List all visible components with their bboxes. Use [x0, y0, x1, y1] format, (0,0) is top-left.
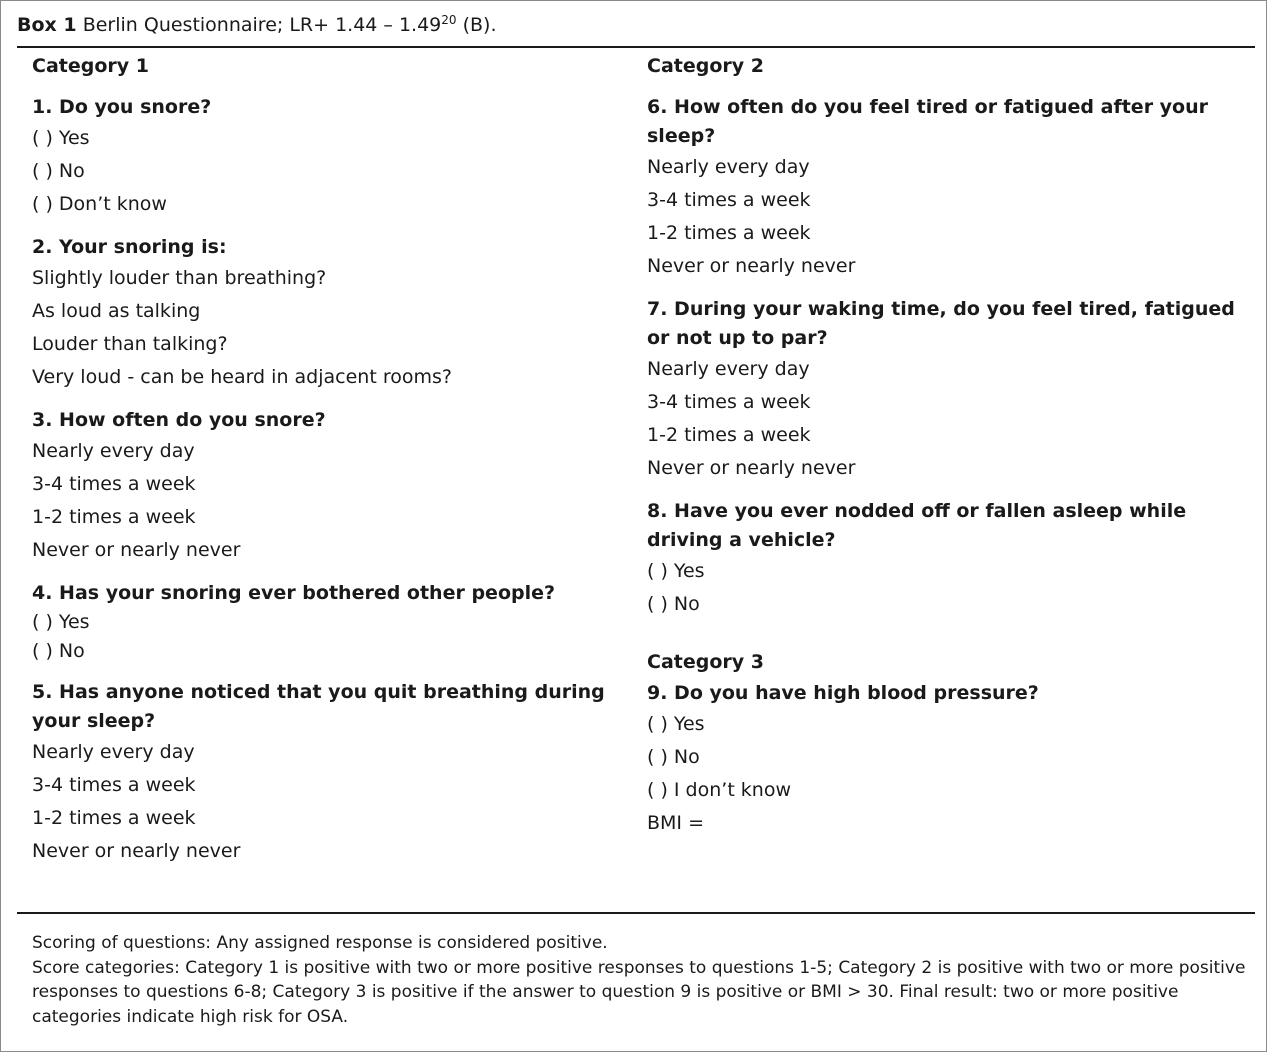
option-item: ( ) No	[32, 640, 85, 662]
option-item: 1-2 times a week	[647, 424, 811, 446]
question-6	[647, 93, 1247, 283]
option-item: ( ) No	[647, 746, 700, 768]
question-8	[647, 497, 1247, 621]
question-title: 6. How often do you feel tired or fatigued after your sleep?	[647, 96, 1209, 147]
box-caption	[17, 12, 497, 38]
option-item: Nearly every day	[32, 440, 195, 462]
question-9	[647, 679, 1247, 840]
reference-superscript: 20	[441, 13, 457, 27]
question-title: 1. Do you snore?	[32, 96, 212, 118]
evidence-grade: (B).	[456, 14, 497, 36]
question-4	[32, 579, 632, 666]
question-title: 8. Have you ever nodded off or fallen asleep while driving a vehicle?	[647, 500, 1187, 551]
box-title: Berlin Questionnaire; LR+ 1.44 – 1.49	[82, 14, 442, 36]
question-5	[32, 678, 632, 868]
question-title: 5. Has anyone noticed that you quit breathing during your sleep?	[32, 681, 605, 732]
option-item: As loud as talking	[32, 300, 201, 322]
option-item: 3-4 times a week	[647, 391, 811, 413]
scoring-note: Scoring of questions: Any assigned response is considered positive.	[32, 933, 608, 953]
question-title: 3. How often do you snore?	[32, 409, 326, 431]
option-item: Never or nearly never	[32, 539, 241, 561]
option-item: Louder than talking?	[32, 333, 228, 355]
question-title: 9. Do you have high blood pressure?	[647, 682, 1039, 704]
question-7	[647, 295, 1247, 485]
category-1-heading: Category 1	[32, 55, 149, 77]
option-item: Nearly every day	[32, 741, 195, 763]
option-item: 1-2 times a week	[647, 222, 811, 244]
option-item: ( ) Don’t know	[32, 193, 167, 215]
option-item: Never or nearly never	[647, 457, 856, 479]
option-item: ( ) Yes	[32, 127, 90, 149]
option-item: ( ) No	[32, 160, 85, 182]
option-item: 1-2 times a week	[32, 807, 196, 829]
category-2-heading: Category 2	[647, 55, 764, 77]
question-3	[32, 406, 632, 567]
question-title: 7. During your waking time, do you feel tired, fatigued or not up to par?	[647, 298, 1235, 349]
option-item: ( ) Yes	[647, 713, 705, 735]
question-2	[32, 233, 632, 394]
option-item: Nearly every day	[647, 358, 810, 380]
question-title: 2. Your snoring is:	[32, 236, 227, 258]
bottom-divider	[17, 912, 1255, 914]
option-item: Never or nearly never	[647, 255, 856, 277]
option-item: Slightly louder than breathing?	[32, 267, 327, 289]
option-item: 3-4 times a week	[32, 473, 196, 495]
bmi-field: BMI =	[647, 812, 704, 834]
option-item: Nearly every day	[647, 156, 810, 178]
category-1-column	[32, 51, 632, 868]
option-item: 3-4 times a week	[32, 774, 196, 796]
scoring-notes	[32, 931, 1257, 1029]
option-item: Never or nearly never	[32, 840, 241, 862]
category-2-3-column	[647, 51, 1247, 840]
option-item: Very loud - can be heard in adjacent rooms?	[32, 366, 452, 388]
category-3-heading: Category 3	[647, 651, 764, 673]
option-item: ( ) Yes	[647, 560, 705, 582]
box-label: Box 1	[17, 14, 77, 36]
question-title: 4. Has your snoring ever bothered other people?	[32, 582, 556, 604]
option-item: 1-2 times a week	[32, 506, 196, 528]
question-1	[32, 93, 632, 221]
option-item: ( ) Yes	[32, 611, 90, 633]
score-categories-note: Score categories: Category 1 is positive with two or more positive responses to questions 1-5; Category 2 is positive with two or more positive responses to questions 6-8; Category 3 is positive if the answer to question 9 is positive or BMI > 30. Final result: two or more positive categories indicate high risk for OSA.	[32, 957, 1246, 1027]
top-divider	[17, 46, 1255, 48]
option-item: ( ) No	[647, 593, 700, 615]
option-item: 3-4 times a week	[647, 189, 811, 211]
option-item: ( ) I don’t know	[647, 779, 792, 801]
